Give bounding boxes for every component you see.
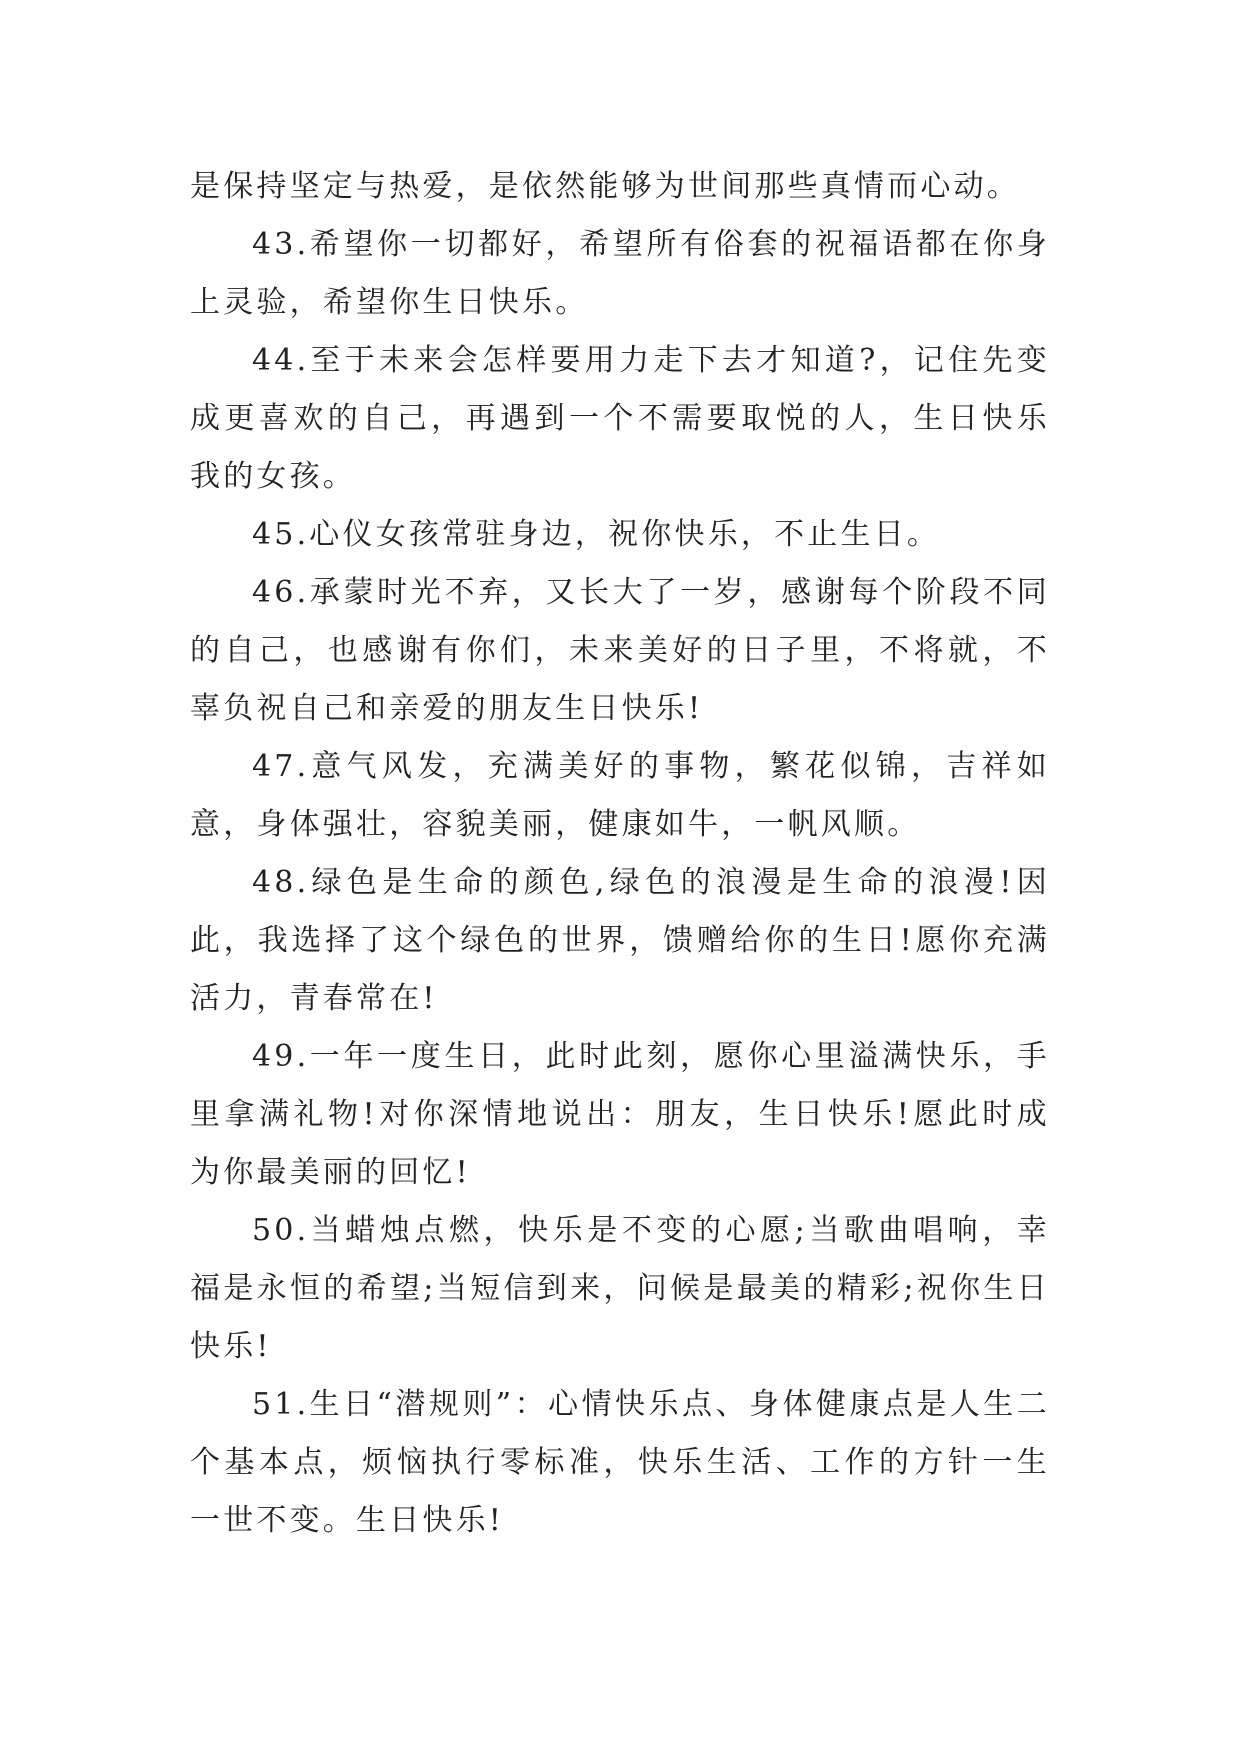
paragraph-item-49: 49.一年一度生日，此时此刻，愿你心里溢满快乐，手里拿满礼物!对你深情地说出：朋友，生日快乐!愿此时成为你最美丽的回忆!	[190, 1039, 1050, 1190]
paragraph-item-51: 51.生日“潜规则”：心情快乐点、身体健康点是人生二个基本点，烦恼执行零标准，快乐生活、工作的方针一生一世不变。生日快乐!	[190, 1387, 1050, 1538]
paragraph-item-44: 44.至于未来会怎样要用力走下去才知道?，记住先变成更喜欢的自己，再遇到一个不需要取悦的人，生日快乐我的女孩。	[190, 343, 1050, 494]
paragraph-item-43: 43.希望你一切都好，希望所有俗套的祝福语都在你身上灵验，希望你生日快乐。	[190, 227, 1050, 320]
paragraph-item-47: 47.意气风发，充满美好的事物，繁花似锦，吉祥如意，身体强壮，容貌美丽，健康如牛，一帆风顺。	[190, 749, 1050, 842]
paragraph-item-46: 46.承蒙时光不弃，又长大了一岁，感谢每个阶段不同的自己，也感谢有你们，未来美好的日子里，不将就，不辜负祝自己和亲爱的朋友生日快乐!	[190, 575, 1050, 726]
paragraph-item-50: 50.当蜡烛点燃，快乐是不变的心愿;当歌曲唱响，幸福是永恒的希望;当短信到来，问候是最美的精彩;祝你生日快乐!	[190, 1213, 1050, 1364]
document-body	[190, 158, 1050, 1550]
paragraph-continuation: 是保持坚定与热爱，是依然能够为世间那些真情而心动。	[190, 169, 1020, 204]
paragraph-item-45: 45.心仪女孩常驻身边，祝你快乐，不止生日。	[252, 517, 941, 552]
paragraph-item-48: 48.绿色是生命的颜色,绿色的浪漫是生命的浪漫!因此，我选择了这个绿色的世界，馈赠给你的生日!愿你充满活力，青春常在!	[190, 865, 1050, 1016]
